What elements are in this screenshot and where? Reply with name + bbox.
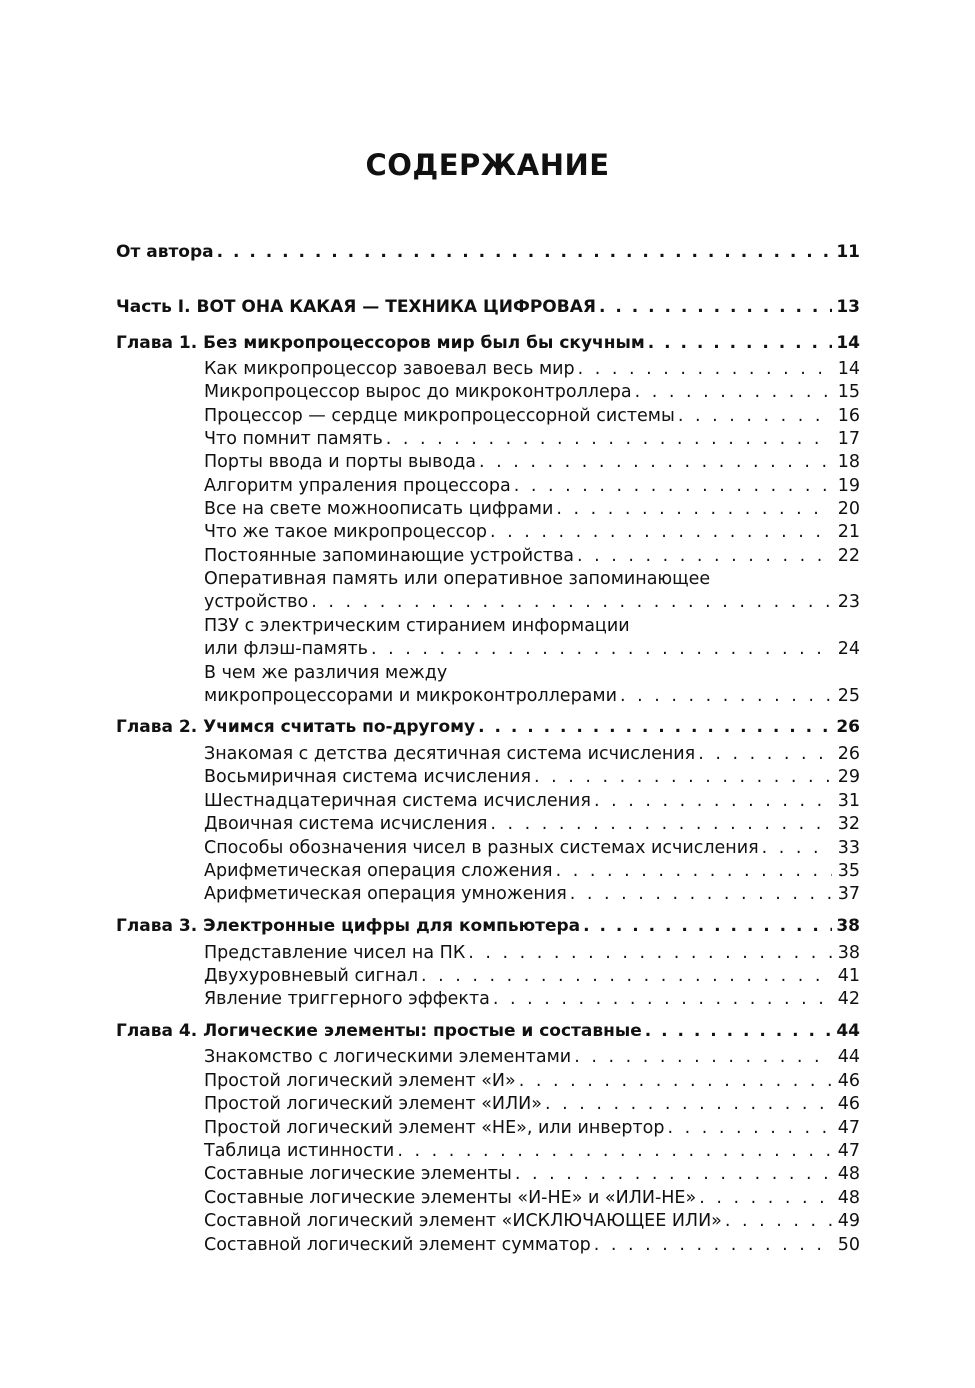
toc-page-number: 23: [837, 592, 860, 612]
dot-leader: [699, 1187, 832, 1210]
toc-entry[interactable]: [204, 790, 860, 813]
dot-leader: [570, 883, 832, 906]
toc-heading-entry[interactable]: [116, 1020, 860, 1043]
toc-page-number: 38: [836, 916, 860, 936]
dot-leader: [468, 942, 832, 965]
toc-entry[interactable]: [204, 475, 860, 498]
dot-leader: [668, 1117, 833, 1140]
toc-entry[interactable]: [204, 1187, 860, 1210]
toc-entry[interactable]: [204, 1070, 860, 1093]
toc-page-number: 15: [837, 382, 860, 402]
toc-page-number: 26: [837, 744, 860, 764]
toc-entry-title: Микропроцессор вырос до микроконтроллера: [204, 382, 632, 402]
dot-leader: [574, 1046, 832, 1069]
toc-entry-title: Порты ввода и порты вывода: [204, 452, 477, 472]
toc-entry[interactable]: [204, 965, 860, 988]
toc-entry-title: Простой логический элемент «НЕ», или инвертор: [204, 1118, 665, 1138]
toc-entry-title: Все на свете можноописать цифрами: [204, 499, 554, 519]
toc-entry[interactable]: [204, 521, 860, 544]
dot-leader: [386, 428, 832, 451]
toc-entry-title: Знакомство с логическими элементами: [204, 1047, 572, 1067]
dot-leader: [725, 1210, 832, 1233]
toc-entry-title: Часть I. ВОТ ОНА КАКАЯ — ТЕХНИКА ЦИФРОВАЯ: [116, 297, 596, 317]
toc-entry-title: или флэш-память: [204, 639, 368, 659]
toc-entry[interactable]: [204, 988, 860, 1011]
toc-entry-title: Явление триггерного эффекта: [204, 989, 490, 1009]
toc-entry-title: Составной логический элемент сумматор: [204, 1235, 591, 1255]
toc-page-number: 50: [837, 1235, 860, 1255]
toc-entry-title: Таблица истинности: [204, 1141, 395, 1161]
toc-page-number: 47: [837, 1141, 860, 1161]
toc-entry[interactable]: [204, 428, 860, 451]
toc-page-number: 35: [837, 861, 860, 881]
dot-leader: [493, 988, 832, 1011]
dot-leader: [515, 1163, 832, 1186]
toc-entry-title: Арифметическая операция умножения: [204, 884, 567, 904]
toc-entry-title: Восьмиричная система исчисления: [204, 767, 531, 787]
toc-entry-title: Постоянные запоминающие устройства: [204, 546, 574, 566]
dot-leader: [635, 381, 832, 404]
toc-entry-title: Знакомая с детства десятичная система исчисления: [204, 744, 696, 764]
dot-leader: [534, 766, 832, 789]
toc-page-number: 20: [837, 499, 860, 519]
toc-page-number: 24: [837, 639, 860, 659]
dot-leader: [698, 743, 832, 766]
toc-entry[interactable]: [204, 545, 860, 568]
toc-entry-title: Способы обозначения чисел в разных системах исчисления: [204, 838, 759, 858]
dot-leader: [514, 475, 832, 498]
dot-leader: [599, 296, 832, 319]
toc-heading-entry[interactable]: [116, 332, 860, 355]
toc-entry[interactable]: [204, 615, 860, 661]
toc-page-number: 14: [836, 333, 860, 353]
dot-leader: [620, 685, 832, 708]
toc-entry-title: Составные логические элементы «И-НЕ» и «ИЛИ-НЕ»: [204, 1188, 697, 1208]
toc-entry-title: Двоичная система исчисления: [204, 814, 488, 834]
dot-leader: [648, 332, 832, 355]
toc-page-number: 25: [837, 686, 860, 706]
toc-entry-title: Двухуровневый сигнал: [204, 966, 418, 986]
dot-leader: [578, 358, 832, 381]
toc-heading-entry[interactable]: [116, 915, 860, 938]
toc-entry-title: Глава 4. Логические элементы: простые и составные: [116, 1021, 642, 1041]
toc-page-number: 32: [837, 814, 860, 834]
dot-leader: [594, 790, 832, 813]
toc-entry-title-line: В чем же различия между: [204, 663, 448, 683]
toc-page-number: 22: [837, 546, 860, 566]
toc-entry-title: Арифметическая операция сложения: [204, 861, 553, 881]
toc-entry-title: Глава 1. Без микропроцессоров мир был бы скучным: [116, 333, 645, 353]
page-title: СОДЕРЖАНИЕ: [365, 148, 610, 182]
toc-entry-title: Представление чисел на ПК: [204, 943, 466, 963]
toc-heading-entry[interactable]: [116, 296, 860, 319]
toc-entry-title: Глава 2. Учимся считать по-другому: [116, 717, 476, 737]
toc-entry-title: Составные логические элементы: [204, 1164, 512, 1184]
dot-leader: [217, 241, 832, 264]
toc-entry[interactable]: [204, 883, 860, 906]
toc-entry[interactable]: [204, 1210, 860, 1233]
dot-leader: [762, 837, 832, 860]
dot-leader: [583, 915, 832, 938]
toc-page-number: 48: [837, 1188, 860, 1208]
toc-heading-entry[interactable]: [116, 716, 860, 739]
dot-leader: [478, 716, 832, 739]
toc-entry[interactable]: [204, 743, 860, 766]
dot-leader: [421, 965, 832, 988]
toc-page-number: 16: [837, 406, 860, 426]
toc-page-number: 13: [836, 297, 860, 317]
toc-entry-title: Алгоритм упраления процессора: [204, 476, 511, 496]
dot-leader: [594, 1234, 832, 1257]
toc-entry[interactable]: [204, 498, 860, 521]
toc-entry-title: устройство: [204, 592, 309, 612]
dot-leader: [556, 498, 832, 521]
toc-entry[interactable]: [204, 1140, 860, 1163]
toc-page-number: 46: [837, 1071, 860, 1091]
toc-page-number: 44: [836, 1021, 860, 1041]
toc-entry[interactable]: [204, 358, 860, 381]
toc-page-number: 26: [836, 717, 860, 737]
toc-entry-title: микропроцессорами и микроконтроллерами: [204, 686, 617, 706]
toc-entry[interactable]: [204, 1093, 860, 1116]
toc-entry[interactable]: [204, 405, 860, 428]
toc-entry[interactable]: [204, 1163, 860, 1186]
toc-entry[interactable]: [204, 381, 860, 404]
toc-entry[interactable]: [204, 942, 860, 965]
dot-leader: [678, 405, 832, 428]
toc-entry-title: Простой логический элемент «И»: [204, 1071, 516, 1091]
toc-page-number: 46: [837, 1094, 860, 1114]
toc-page-number: 49: [837, 1211, 860, 1231]
toc-page-number: 47: [837, 1118, 860, 1138]
dot-leader: [645, 1020, 832, 1043]
toc-entry[interactable]: [204, 451, 860, 474]
toc-page-number: 33: [837, 838, 860, 858]
toc-entry[interactable]: [204, 860, 860, 883]
toc-page-number: 17: [837, 429, 860, 449]
dot-leader: [556, 860, 832, 883]
toc-page-number: 37: [837, 884, 860, 904]
toc-entry-title: Что помнит память: [204, 429, 383, 449]
toc-entry[interactable]: [204, 1234, 860, 1257]
toc-page-number: 29: [837, 767, 860, 787]
dot-leader: [479, 451, 832, 474]
toc-entry[interactable]: [204, 1046, 860, 1069]
toc-entry-title: Процессор — сердце микропроцессорной системы: [204, 406, 675, 426]
toc-page-number: 44: [837, 1047, 860, 1067]
toc-entry[interactable]: [204, 662, 860, 708]
toc-heading-entry[interactable]: [116, 241, 860, 264]
toc-entry-title: От автора: [116, 242, 214, 262]
toc-entry-title-line: ПЗУ с электрическим стиранием информации: [204, 616, 630, 636]
toc-entry-title: Как микропроцессор завоевал весь мир: [204, 359, 575, 379]
toc-entry[interactable]: [204, 766, 860, 789]
toc-entry-title: Простой логический элемент «ИЛИ»: [204, 1094, 542, 1114]
dot-leader: [397, 1140, 832, 1163]
toc-page-number: 11: [836, 242, 860, 262]
dot-leader: [371, 638, 832, 661]
toc-page-number: 48: [837, 1164, 860, 1184]
toc-entry-title: Глава 3. Электронные цифры для компьютера: [116, 916, 581, 936]
dot-leader: [519, 1070, 832, 1093]
toc-page-number: 31: [837, 791, 860, 811]
toc-entry[interactable]: [204, 837, 860, 860]
toc-entry-title: Что же такое микропроцессор: [204, 522, 488, 542]
dot-leader: [311, 591, 832, 614]
toc-page-number: 38: [837, 943, 860, 963]
toc-page-number: 42: [837, 989, 860, 1009]
toc-entry[interactable]: [204, 813, 860, 836]
dot-leader: [490, 521, 832, 544]
toc-entry[interactable]: [204, 568, 860, 614]
toc-entry-title-line: Оперативная память или оперативное запоминающее: [204, 569, 711, 589]
toc-entry-title: Шестнадцатеричная система исчисления: [204, 791, 591, 811]
toc-page-number: 21: [837, 522, 860, 542]
toc-page-number: 18: [837, 452, 860, 472]
dot-leader: [577, 545, 832, 568]
toc-page-number: 41: [837, 966, 860, 986]
toc-page-number: 14: [837, 359, 860, 379]
toc-entry-title: Составной логический элемент «ИСКЛЮЧАЮЩЕЕ ИЛИ»: [204, 1211, 722, 1231]
toc-entry[interactable]: [204, 1117, 860, 1140]
dot-leader: [545, 1093, 832, 1116]
dot-leader: [490, 813, 832, 836]
toc-page-number: 19: [837, 476, 860, 496]
